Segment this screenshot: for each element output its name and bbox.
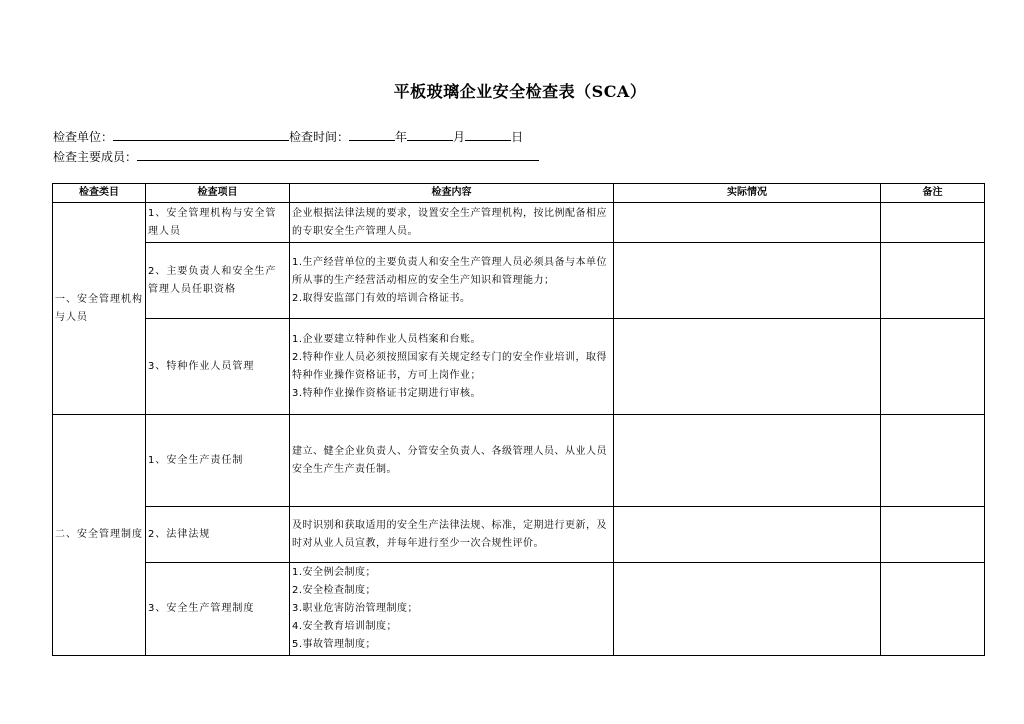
item-cell: 1、安全生产责任制	[146, 415, 290, 507]
content-line: 3.特种作业操作资格证书定期进行审核。	[292, 387, 482, 399]
content-line: 4.安全教育培训制度；	[292, 621, 398, 632]
table-row	[53, 507, 985, 563]
members-label: 检查主要成员：	[53, 150, 138, 164]
remark-cell[interactable]	[881, 507, 985, 563]
content-cell	[290, 243, 614, 319]
actual-cell[interactable]	[614, 243, 881, 319]
category-cell: 二、安全管理制度	[53, 415, 146, 656]
content-line: 企业根据法律法规的要求，设置安全生产管理机构，按比例配备相应的专职安全生产管理人员。	[292, 207, 607, 237]
item-cell: 3、安全生产管理制度	[146, 563, 290, 656]
inspection-table	[52, 183, 985, 656]
time-label: 检查时间：	[289, 130, 350, 144]
remark-cell[interactable]	[881, 203, 985, 243]
remark-cell[interactable]	[881, 415, 985, 507]
actual-cell[interactable]	[614, 415, 881, 507]
item-cell: 2、法律法规	[146, 507, 290, 563]
content-cell	[290, 563, 614, 656]
table-row	[53, 415, 985, 507]
actual-cell[interactable]	[614, 319, 881, 415]
day-label: 日	[511, 130, 524, 144]
table-row	[53, 243, 985, 319]
unit-label: 检查单位：	[53, 130, 114, 144]
table-row	[53, 319, 985, 415]
content-line: 2.取得安监部门有效的培训合格证书。	[292, 292, 471, 304]
content-line: 5.事故管理制度；	[292, 639, 377, 650]
content-cell	[290, 319, 614, 415]
actual-cell[interactable]	[614, 203, 881, 243]
table-row	[53, 203, 985, 243]
document-title: 平板玻璃企业安全检查表（SCA）	[393, 82, 647, 101]
unit-blank	[113, 128, 289, 141]
item-cell: 3、特种作业人员管理	[146, 319, 290, 415]
actual-cell[interactable]	[614, 563, 881, 656]
content-line: 2.安全检查制度；	[292, 585, 377, 596]
content-line: 2.特种作业人员必须按照国家有关规定经专门的安全作业培训，取得特种作业操作资格证书，方可上岗作业；	[292, 351, 608, 381]
header-actual: 实际情况	[614, 184, 881, 203]
members-meta-line	[53, 148, 539, 165]
header-item: 检查项目	[146, 184, 290, 203]
category-cell: 一、安全管理机构与人员	[53, 203, 146, 415]
content-line: 1.企业要建立特种作业人员档案和台账。	[292, 333, 482, 345]
remark-cell[interactable]	[881, 319, 985, 415]
item-cell: 1、安全管理机构与安全管理人员	[146, 203, 290, 243]
content-line: 3.职业危害防治管理制度；	[292, 603, 419, 614]
month-label: 月	[453, 130, 466, 144]
content-line: 及时识别和获取适用的安全生产法律法规、标准，定期进行更新，及时对从业人员宣教，并每年进行至少一次合规性评价。	[292, 519, 607, 549]
remark-cell[interactable]	[881, 243, 985, 319]
content-line: 1.生产经营单位的主要负责人和安全生产管理人员必须具备与本单位所从事的生产经营活动相应的安全生产知识和管理能力；	[292, 256, 608, 286]
item-cell: 2、主要负责人和安全生产管理人员任职资格	[146, 243, 290, 319]
content-cell	[290, 507, 614, 563]
table-header-row	[53, 184, 985, 203]
content-cell	[290, 415, 614, 507]
content-cell	[290, 203, 614, 243]
year-blank	[349, 128, 395, 141]
table-row	[53, 563, 985, 656]
day-blank	[465, 128, 511, 141]
remark-cell[interactable]	[881, 563, 985, 656]
month-blank	[407, 128, 453, 141]
content-line: 建立、健全企业负责人、分管安全负责人、各级管理人员、从业人员安全生产生产责任制。	[292, 445, 607, 475]
header-remark: 备注	[881, 184, 985, 203]
members-blank	[137, 148, 539, 161]
content-line: 1.安全例会制度；	[292, 567, 377, 578]
header-content: 检查内容	[290, 184, 614, 203]
header-category: 检查类目	[53, 184, 146, 203]
inspection-meta-line	[53, 128, 523, 145]
actual-cell[interactable]	[614, 507, 881, 563]
year-label: 年	[395, 130, 408, 144]
